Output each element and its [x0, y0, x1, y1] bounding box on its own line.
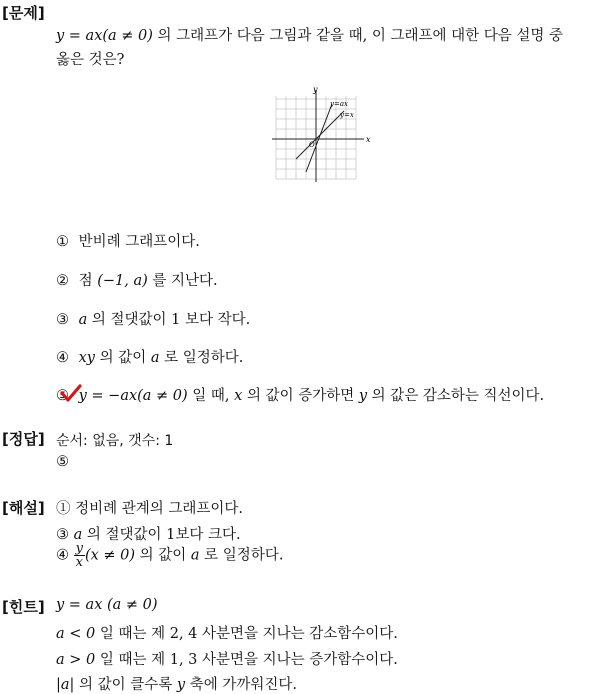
label-y-x: y=x [340, 111, 354, 119]
explanation-3-number: ④ [56, 547, 69, 564]
hint-4-text: 축에 가까워진다. [185, 677, 297, 693]
correct-check-icon [60, 384, 82, 402]
option-1-number: ① [56, 234, 69, 250]
problem-header: [문제] [2, 4, 45, 22]
option-5-math3: y [358, 388, 368, 404]
option-2-post: 를 지난다. [147, 273, 218, 289]
question-line-2: 옳은 것은? [56, 52, 125, 68]
hint-3-math: a > 0 [56, 652, 96, 668]
x-axis-label: x [366, 135, 371, 144]
question-text: 의 그래프가 다음 그림과 같을 때, 이 그래프에 대한 다음 설명 중 [152, 28, 564, 44]
option-5-mid: 일 때, [187, 388, 235, 404]
hint-3-text: 일 때는 제 1, 3 사분면을 지나는 증가함수이다. [95, 652, 398, 668]
hint-header: [힌트] [2, 598, 45, 616]
explanation-1-text: 정비례 관계의 그래프이다. [70, 501, 244, 517]
option-2 [56, 269, 218, 290]
fraction-denominator: x [75, 555, 83, 570]
explanation-2-number: ③ [56, 527, 69, 543]
label-y-ax: y=ax [330, 100, 348, 108]
option-3-post: 보다 작다. [180, 312, 251, 328]
question-math: y = ax(a ≠ 0) [56, 28, 153, 44]
option-2-pre: 점 [78, 273, 98, 289]
explanation-3-math2: a [190, 547, 200, 564]
explanation-line-3 [56, 542, 283, 569]
explanation-3-math: (x ≠ 0) [84, 547, 136, 564]
option-5-post2: 의 값은 감소하는 직선이다. [367, 388, 545, 404]
explanation-2-text: 의 절댓값이 1보다 크다. [82, 527, 241, 543]
option-2-math: (−1, a) [97, 273, 148, 289]
option-3-number: ③ [56, 312, 69, 328]
option-3-mid: 의 절댓값이 [87, 312, 172, 328]
option-5-math2: x [234, 388, 243, 404]
explanation-header: [해설] [2, 499, 45, 517]
question-line-1 [56, 24, 563, 45]
option-3-math2: 1 [171, 312, 181, 328]
hint-4-math2: y [176, 677, 186, 693]
hint-2-text: 일 때는 제 2, 4 사분면을 지나는 감소함수이다. [95, 626, 398, 642]
explanation-2-math: a [73, 527, 83, 543]
fraction-numerator: y [75, 541, 83, 556]
answer-header: [정답] [2, 430, 45, 448]
explanation-3-mid: 의 값이 [135, 547, 191, 564]
option-4 [56, 346, 243, 367]
option-1-text: 반비례 그래프이다. [78, 234, 200, 250]
option-4-number: ④ [56, 350, 69, 366]
hint-4-mid: 의 값이 클수록 [74, 677, 177, 693]
option-3 [56, 308, 250, 329]
hint-4-math: |a| [56, 677, 75, 693]
option-5 [56, 384, 544, 405]
explanation-line-2 [56, 523, 241, 544]
explanation-1-number: ① [56, 501, 71, 517]
option-5-post: 의 값이 증가하면 [242, 388, 359, 404]
graph-figure [264, 84, 374, 184]
line-y-x [296, 111, 344, 159]
origin-label: O [309, 141, 315, 149]
answer-line-1: 순서: 없음, 갯수: 1 [56, 433, 174, 449]
y-axis-label: y [313, 85, 318, 94]
option-5-number: ⑤ [56, 388, 69, 404]
line-y-ax [306, 104, 332, 172]
option-4-math2: a [150, 350, 160, 366]
option-4-mid: 의 값이 [94, 350, 151, 366]
fraction-y-over-x [74, 542, 85, 569]
option-2-number: ② [56, 273, 69, 289]
hint-2-math: a < 0 [56, 626, 96, 642]
option-3-math: a [78, 312, 88, 328]
explanation-line-1 [56, 497, 243, 518]
option-5-math: y = −ax(a ≠ 0) [78, 388, 188, 404]
option-4-post: 로 일정하다. [159, 350, 244, 366]
option-1 [56, 230, 200, 251]
hint-line-2 [56, 622, 398, 643]
explanation-3-text: 로 일정하다. [199, 547, 284, 564]
answer-line-2: ⑤ [56, 454, 69, 470]
hint-line-1: y = ax (a ≠ 0) [56, 597, 158, 613]
option-4-math: xy [78, 350, 95, 366]
hint-line-3 [56, 648, 398, 669]
